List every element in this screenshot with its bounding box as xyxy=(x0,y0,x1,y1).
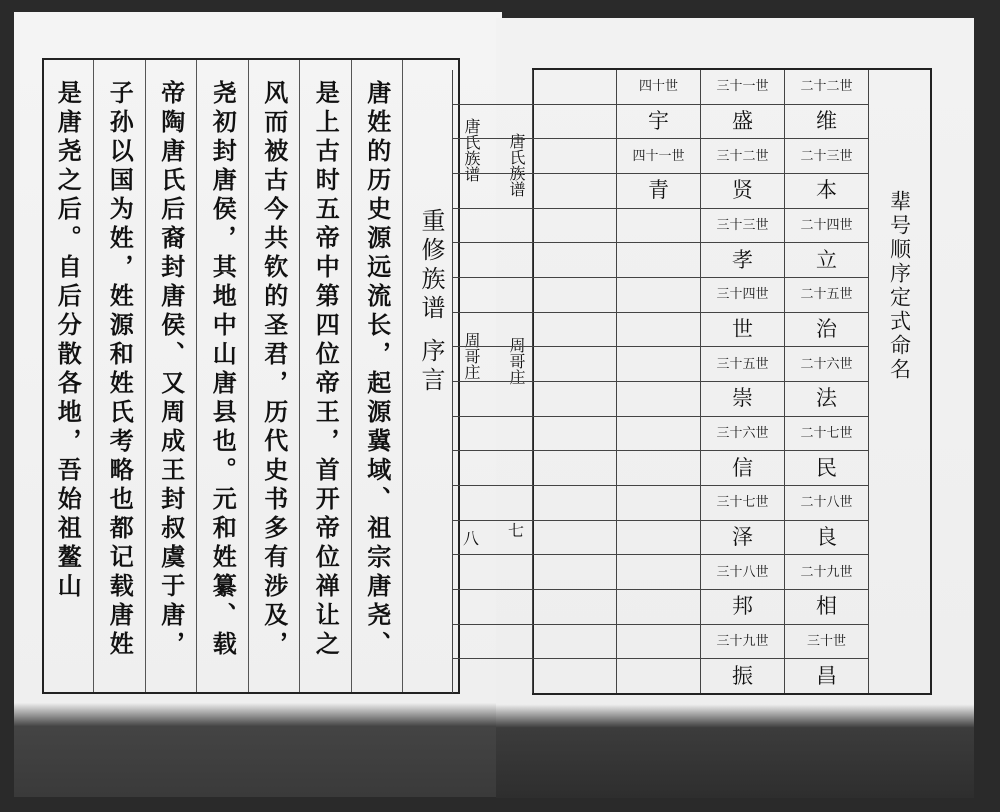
generation-name-cell xyxy=(617,659,700,693)
generation-column xyxy=(452,70,532,693)
preface-column xyxy=(196,60,248,692)
preface-line: 唐姓的历史源远流长，起源冀域、祖宗唐尧、 xyxy=(362,80,391,660)
generation-name-cell xyxy=(533,521,616,556)
book-title: 唐氏族谱 xyxy=(462,118,481,182)
generation-name-cell: 相 xyxy=(785,590,868,625)
generation-label-cell: 三十世 xyxy=(785,625,868,660)
generation-label-cell: 二十九世 xyxy=(785,555,868,590)
generation-label-cell xyxy=(453,70,532,105)
preface-heading-2: 序言 xyxy=(417,338,445,396)
generation-label-cell xyxy=(453,625,532,660)
generation-name-cell xyxy=(617,590,700,625)
generation-label-cell xyxy=(617,555,700,590)
generation-name-table xyxy=(532,68,932,695)
generation-name-cell: 盛 xyxy=(701,105,784,140)
generation-label-cell xyxy=(453,139,532,174)
generation-name-cell xyxy=(453,451,532,486)
generation-label-cell xyxy=(453,417,532,452)
generation-name-cell: 良 xyxy=(785,521,868,556)
generation-column xyxy=(532,70,616,693)
generation-name-cell xyxy=(453,313,532,348)
generation-label-cell: 四十世 xyxy=(617,70,700,105)
generation-label-cell: 三十六世 xyxy=(701,417,784,452)
generation-label-cell: 三十九世 xyxy=(701,625,784,660)
generation-label-cell: 二十八世 xyxy=(785,486,868,521)
generation-label-cell: 三十四世 xyxy=(701,278,784,313)
preface-text-box xyxy=(42,58,460,694)
generation-label-cell: 三十一世 xyxy=(701,70,784,105)
generation-name-cell: 民 xyxy=(785,451,868,486)
generation-name-cell: 孝 xyxy=(701,243,784,278)
preface-heading: 重修族谱 xyxy=(417,208,445,324)
generation-label-cell xyxy=(453,209,532,244)
page-number: 七 xyxy=(507,521,524,540)
generation-name-cell: 法 xyxy=(785,382,868,417)
generation-label-cell: 三十五世 xyxy=(701,347,784,382)
generation-column xyxy=(616,70,700,693)
preface-column xyxy=(145,60,197,692)
generation-name-cell: 振 xyxy=(732,663,753,688)
generation-name-cell xyxy=(453,521,532,556)
generation-name-cell xyxy=(453,105,532,140)
generation-label-cell xyxy=(453,555,532,590)
generation-label-cell xyxy=(617,486,700,521)
village-name: 周哥庄 xyxy=(462,332,481,380)
generation-name-cell: 青 xyxy=(617,174,700,209)
table-title-column xyxy=(868,70,930,693)
generation-label-cell xyxy=(453,347,532,382)
generation-column xyxy=(784,70,868,693)
generation-label-cell xyxy=(617,347,700,382)
generation-name-cell: 立 xyxy=(785,243,868,278)
generation-label-cell: 四十一世 xyxy=(617,139,700,174)
generation-name-cell xyxy=(453,590,532,625)
generation-name-cell xyxy=(533,243,616,278)
generation-name-cell xyxy=(617,382,700,417)
generation-column xyxy=(700,70,784,693)
preface-line: 帝陶唐氏后裔封唐侯、又周成王封叔虞于唐， xyxy=(156,80,185,660)
generation-name-cell: 维 xyxy=(785,105,868,140)
generation-label-cell xyxy=(617,417,700,452)
generation-name-cell xyxy=(453,659,532,693)
preface-line: 子孙以国为姓，姓源和姓氏考略也都记载唐姓 xyxy=(105,80,134,660)
preface-line: 尧初封唐侯，其地中山唐县也。元和姓纂、载 xyxy=(208,80,237,660)
generation-name-cell xyxy=(617,521,700,556)
generation-name-cell: 贤 xyxy=(701,174,784,209)
generation-name-cell xyxy=(617,243,700,278)
generation-name-cell xyxy=(453,174,532,209)
generation-label-cell: 三十二世 xyxy=(701,139,784,174)
generation-name-cell: 宇 xyxy=(617,105,700,140)
generation-label-cell: 二十二世 xyxy=(785,70,868,105)
generation-label-cell: 二十七世 xyxy=(785,417,868,452)
generation-name-cell xyxy=(533,590,616,625)
generation-label-cell: 二十四世 xyxy=(785,209,868,244)
preface-column xyxy=(299,60,351,692)
generation-name-cell xyxy=(533,659,616,693)
generation-label-cell: 二十三世 xyxy=(785,139,868,174)
village-name: 周哥庄 xyxy=(507,337,526,385)
generation-label-cell xyxy=(617,625,700,660)
generation-name-cell: 泽 xyxy=(701,521,784,556)
generation-label-cell xyxy=(617,209,700,244)
generation-label-cell xyxy=(453,278,532,313)
generation-name-cell: 治 xyxy=(785,313,868,348)
generation-name-cell xyxy=(533,105,616,140)
generation-label-cell: 三十八世 xyxy=(701,555,784,590)
generation-name-cell: 信 xyxy=(701,451,784,486)
table-title: 辈号顺序定式命名 xyxy=(887,190,912,382)
generation-label-cell xyxy=(617,278,700,313)
generation-label-cell xyxy=(533,209,616,244)
preface-column xyxy=(351,60,403,692)
generation-name-cell: 世 xyxy=(701,313,784,348)
generation-label-cell xyxy=(533,70,616,105)
generation-label-cell xyxy=(533,278,616,313)
generation-name-cell xyxy=(617,313,700,348)
generation-name-cell xyxy=(533,382,616,417)
generation-label-cell xyxy=(453,486,532,521)
generation-name-cell: 本 xyxy=(785,174,868,209)
generation-name-cell: 邦 xyxy=(701,590,784,625)
generation-label-cell xyxy=(533,139,616,174)
generation-label-cell xyxy=(533,347,616,382)
preface-line: 是唐尧之后。自后分散各地，吾始祖鳌山 xyxy=(53,80,82,602)
generation-name-cell xyxy=(453,382,532,417)
generation-label-cell: 三十三世 xyxy=(701,209,784,244)
generation-label-cell xyxy=(533,555,616,590)
preface-line: 是上古时五帝中第四位帝王，首开帝位禅让之 xyxy=(311,80,340,660)
generation-name-cell xyxy=(533,451,616,486)
preface-column xyxy=(42,60,93,692)
preface-column xyxy=(93,60,145,692)
page-number: 八 xyxy=(462,529,479,548)
generation-name-cell xyxy=(533,174,616,209)
generation-name-cell xyxy=(453,243,532,278)
generation-label-cell xyxy=(533,486,616,521)
preface-heading-column xyxy=(402,60,458,692)
generation-label-cell: 二十六世 xyxy=(785,347,868,382)
generation-name-cell: 崇 xyxy=(701,382,784,417)
generation-label-cell xyxy=(533,417,616,452)
preface-line: 风而被古今共钦的圣君，历代史书多有涉及， xyxy=(259,80,288,660)
generation-name-cell xyxy=(617,451,700,486)
book-title: 唐氏族谱 xyxy=(507,133,526,197)
generation-label-cell: 二十五世 xyxy=(785,278,868,313)
generation-label-cell xyxy=(533,625,616,660)
preface-column xyxy=(248,60,300,692)
generation-label-cell: 三十七世 xyxy=(701,486,784,521)
generation-name-cell xyxy=(533,313,616,348)
generation-name-cell: 昌 xyxy=(816,663,837,688)
